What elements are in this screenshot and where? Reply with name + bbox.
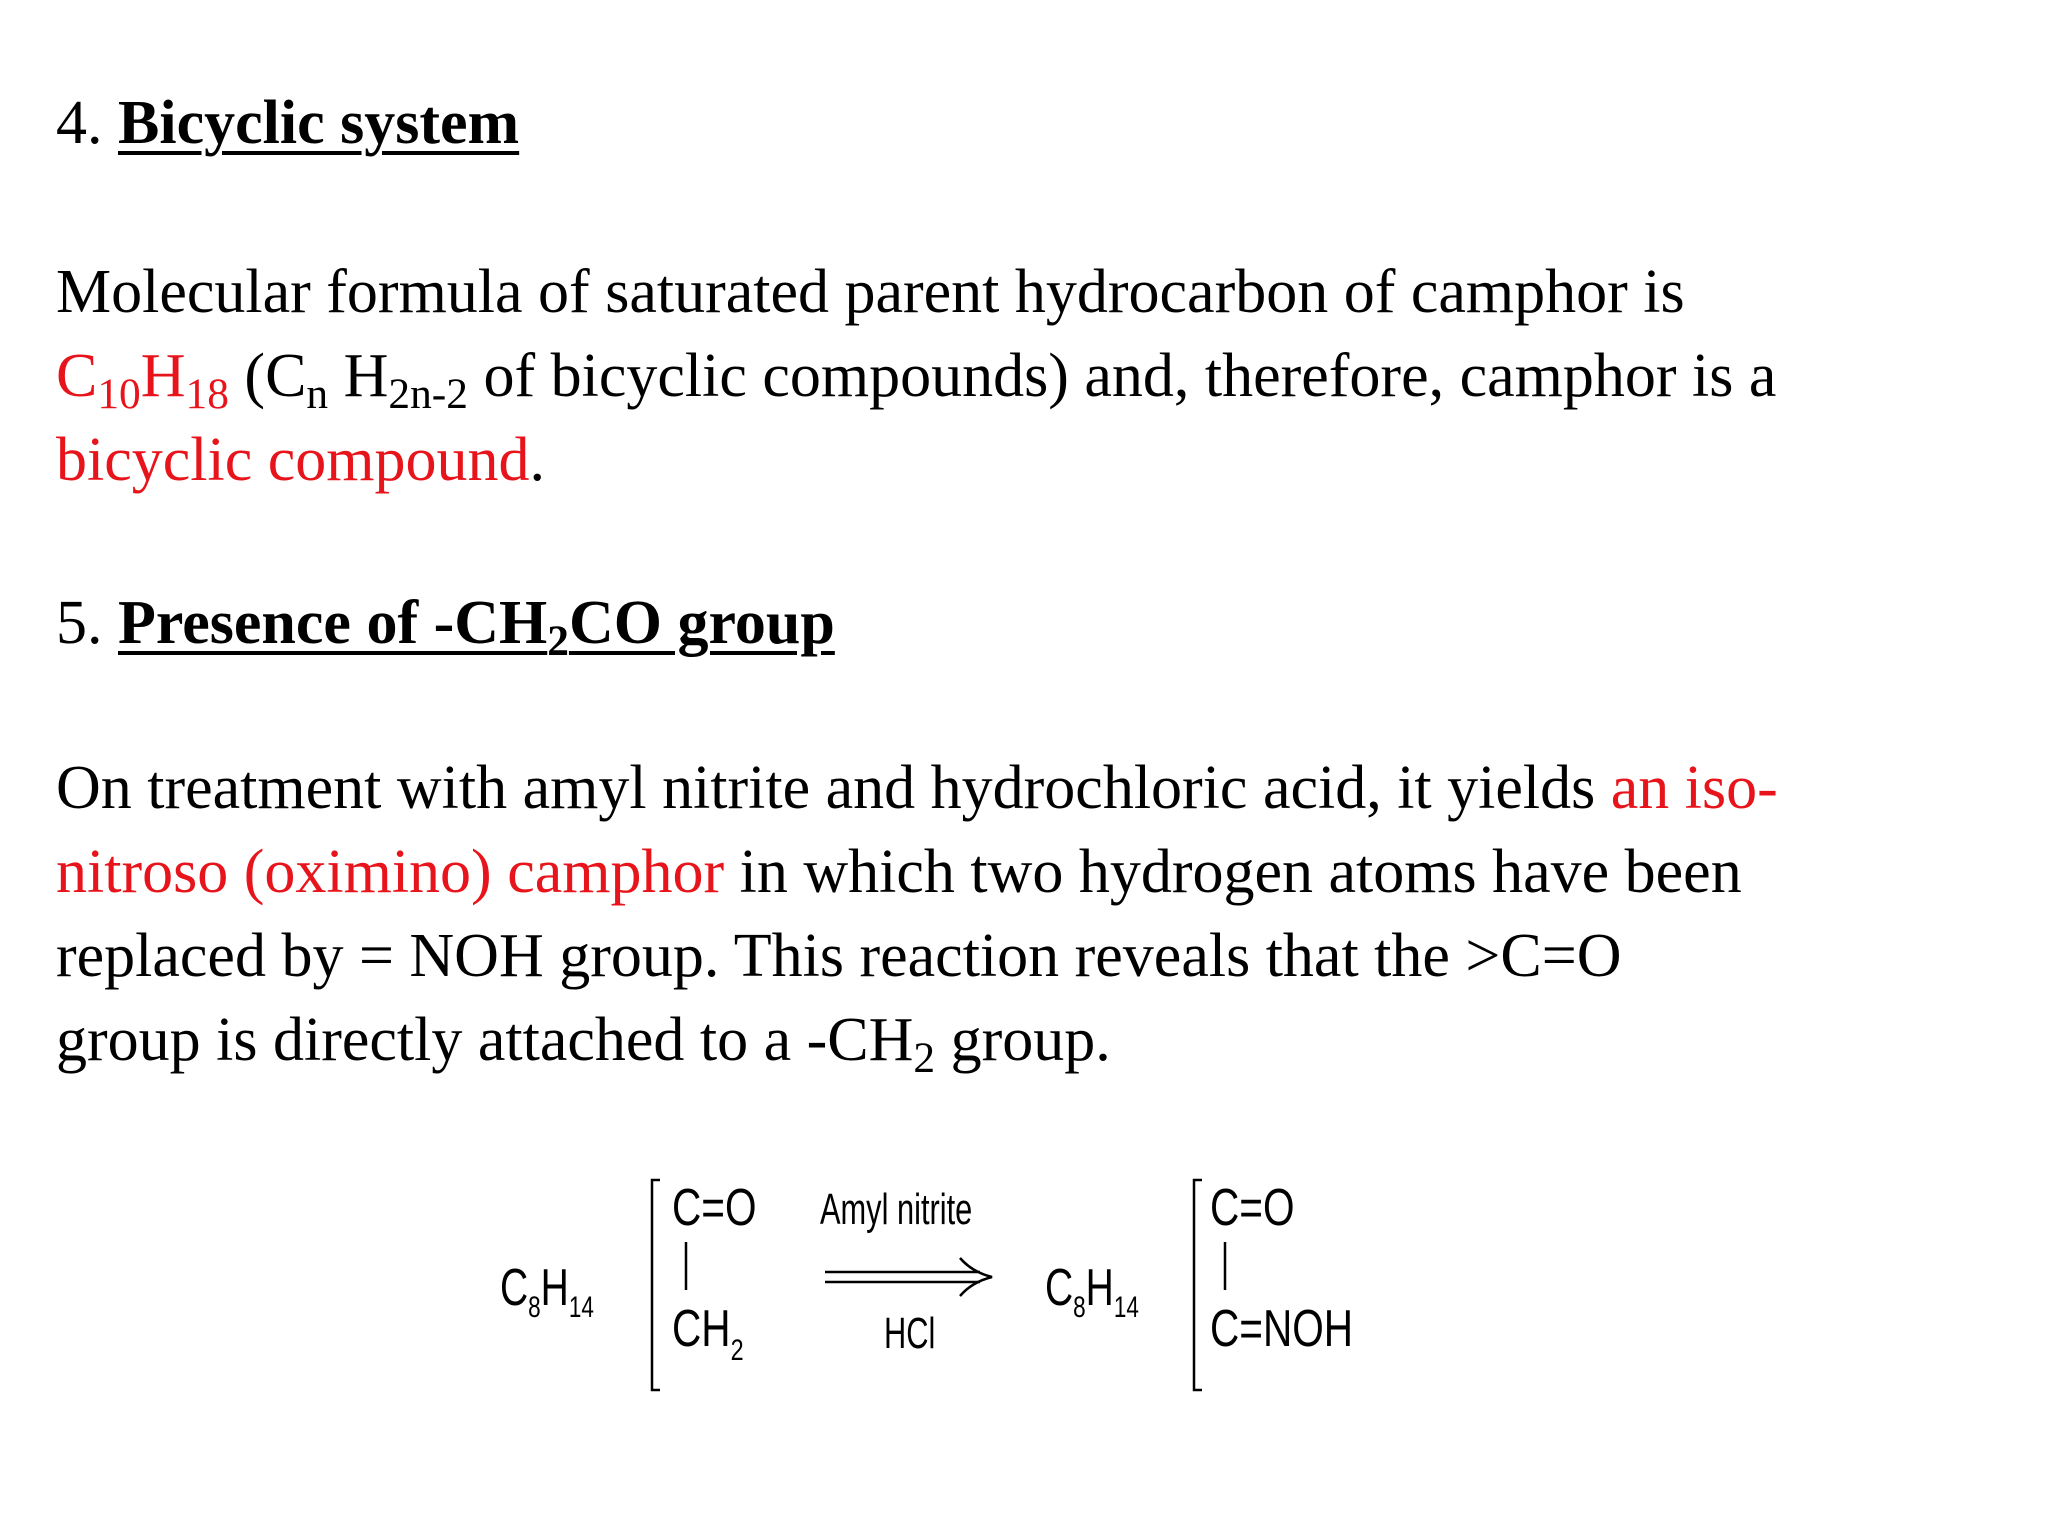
reagent-amyl-nitrite: Amyl nitrite	[820, 1185, 973, 1235]
section-5-paragraph	[56, 746, 1778, 1082]
reactant-formula: $C_8H_{14}$	[500, 1257, 594, 1324]
s4-line-2: $C_{10}H_{18}$ ($C_n$ $H_{2n-2}$ of bicyclic compounds) and, therefore, camphor is a	[56, 342, 1777, 419]
s5-line-2: nitroso (oximino) camphor in which two hydrogen atoms have been	[56, 838, 1742, 906]
product-carbonyl: C=O	[1210, 1178, 1295, 1237]
s4-line-1: Molecular formula of saturated parent hydrocarbon of camphor is	[56, 258, 1685, 326]
reaction-scheme	[480, 1160, 1420, 1420]
section-5-title: Presence of $-CH_2CO$ group	[118, 589, 835, 666]
section-5-number: 5.	[56, 589, 103, 657]
product-oxime: C=NOH	[1210, 1299, 1354, 1358]
s5-line-4: group is directly attached to a $-CH_2$ group.	[56, 1006, 1111, 1083]
s5-line-3: replaced by = NOH group. This reaction reveals that the >C=O	[56, 922, 1622, 990]
formula-c10h18: $C_{10}H_{18}$	[56, 342, 229, 419]
s4-line-3: bicyclic compound.	[56, 426, 545, 494]
section-5-heading	[56, 589, 835, 666]
reactant-bracket	[652, 1180, 660, 1390]
arrow-head-icon	[960, 1258, 992, 1296]
reactant-carbonyl: C=O	[672, 1178, 757, 1237]
reagent-hcl: HCl	[884, 1309, 936, 1359]
section-4-paragraph	[56, 250, 1776, 502]
section-4-title: Bicyclic system	[118, 89, 520, 157]
general-formula: ($C_n$ $H_{2n-2}$	[228, 342, 468, 419]
section-4-number: 4.	[56, 89, 103, 157]
bicyclic-compound-highlight: bicyclic compound	[56, 426, 530, 494]
s5-line-1: On treatment with amyl nitrite and hydrochloric acid, it yields an iso-	[56, 754, 1778, 822]
section-4-heading	[56, 89, 520, 157]
product-bracket	[1194, 1180, 1202, 1390]
reactant-ch2: $CH_2$	[672, 1299, 744, 1367]
product-formula: $C_8H_{14}$	[1045, 1257, 1139, 1324]
